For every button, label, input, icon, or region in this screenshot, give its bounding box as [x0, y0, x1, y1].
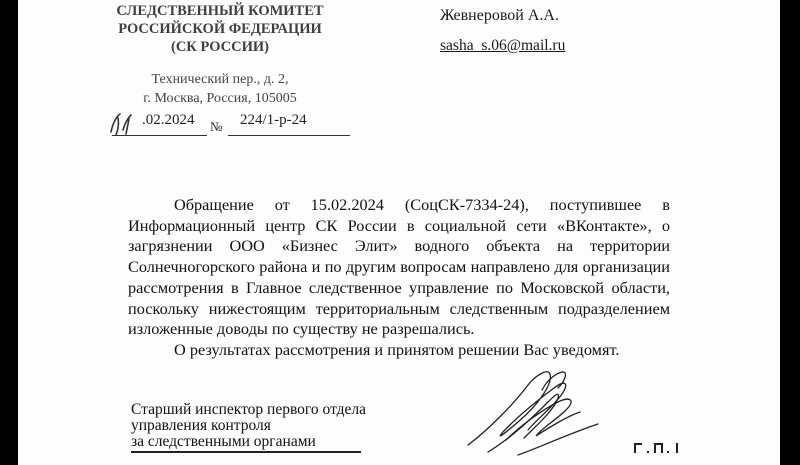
letter-body	[128, 195, 670, 361]
signer-title-line1: Старший инспектор первого отдела	[131, 401, 367, 418]
number-underline	[228, 135, 350, 136]
org-name-line1: СЛЕДСТВЕННЫЙ КОМИТЕТ	[116, 3, 324, 19]
recipient-email: sasha_s.06@mail.ru	[440, 37, 566, 54]
signer-title-line2: управления контроля	[131, 417, 271, 434]
recipient-name: Жевнеровой А.А.	[440, 7, 559, 24]
date-underline	[112, 135, 207, 136]
letter-page	[18, 0, 780, 465]
number-sign: №	[210, 119, 223, 134]
cut-off-text-line	[131, 451, 361, 453]
org-abbreviation: (СК РОССИИ)	[171, 39, 269, 55]
address-line2: г. Москва, Россия, 105005	[143, 91, 297, 106]
signer-initials-fragment	[632, 439, 692, 453]
address-line1: Технический пер., д. 2,	[151, 72, 289, 87]
document-number: 224/1-р-24	[240, 112, 307, 128]
document-date: .02.2024	[142, 112, 195, 128]
body-paragraph-1: Обращение от 15.02.2024 (СоцСК-7334-24), поступившее в Информационный центр СК России в социальной сети «ВКонтакте», о загрязнении ООО «Бизнес Элит» водного объекта на территории Солнечногорского района и по другим вопросам направлено для организации рассмотрения в Главное следственное управление по Московской области, поскольку нижестоящим территориальным следственным подразделением изложенные доводы по существу не разрешались.	[128, 195, 670, 339]
signer-title-line3: за следственными органами	[131, 433, 316, 450]
body-paragraph-2: О результатах рассмотрения и принятом решении Вас уведомят.	[174, 339, 620, 359]
handwritten-signature	[458, 360, 608, 460]
handwritten-day-mark	[107, 110, 141, 138]
org-name-line2: РОССИЙСКОЙ ФЕДЕРАЦИИ	[118, 21, 322, 37]
